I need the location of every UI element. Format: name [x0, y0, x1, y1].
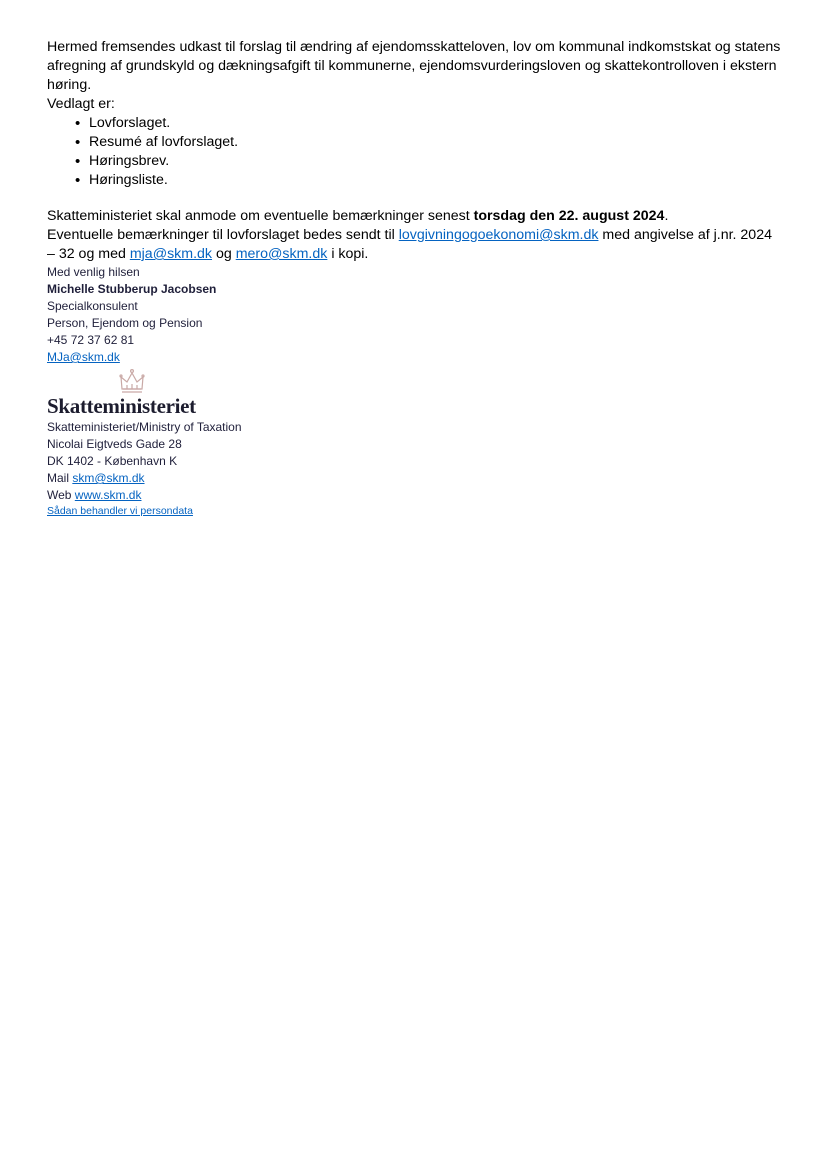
comments-text: i kopi. — [327, 246, 369, 262]
org-city: DK 1402 - København K — [47, 454, 178, 468]
list-item: • Resumé af lovforslaget. — [89, 133, 787, 152]
list-item: • Lovforslaget. — [89, 114, 787, 133]
org-mail-link[interactable]: skm@skm.dk — [72, 471, 145, 485]
deadline-paragraph — [47, 207, 787, 226]
intro-paragraph: Hermed fremsendes udkast til forslag til ændring af ejendomsskatteloven, lov om kommunal indkomstskat og statens afregning af grundskyld og dækningsafgift til kommunerne, ejendomsvurderingsloven og skattekontrolloven i ekstern høring. — [47, 39, 781, 93]
org-web-link[interactable]: www.skm.dk — [74, 488, 142, 502]
comments-text: og — [212, 246, 236, 262]
organization-block — [47, 419, 787, 518]
crown-icon — [117, 367, 147, 397]
list-item: • Høringsbrev. — [89, 152, 787, 171]
web-label: Web — [47, 488, 75, 502]
org-name: Skatteministeriet/Ministry of Taxation — [47, 420, 242, 434]
document-page — [47, 38, 787, 518]
logo-wordmark: Skatteministeriet — [47, 394, 196, 418]
privacy-link[interactable]: Sådan behandler vi persondata — [47, 505, 193, 517]
signer-title: Specialkonsulent — [47, 299, 138, 313]
email-link-mja[interactable]: mja@skm.dk — [129, 246, 213, 262]
deadline-date: torsdag den 22. august 2024 — [473, 208, 665, 224]
ministry-logo — [47, 367, 247, 419]
org-mail-line — [47, 470, 787, 487]
attachments-list — [47, 114, 787, 190]
email-link-mero[interactable]: mero@skm.dk — [235, 246, 328, 262]
deadline-end: . — [664, 208, 669, 224]
greeting: Med venlig hilsen — [47, 265, 140, 279]
org-street: Nicolai Eigtveds Gade 28 — [47, 437, 182, 451]
deadline-text: Skatteministeriet skal anmode om eventuelle bemærkninger senest — [47, 208, 474, 224]
list-item: • Høringsliste. — [89, 171, 787, 190]
attached-label: Vedlagt er: — [47, 96, 115, 112]
comments-paragraph — [47, 226, 783, 264]
mail-label: Mail — [47, 471, 73, 485]
signer-name: Michelle Stubberup Jacobsen — [47, 282, 217, 296]
signer-email-link[interactable]: MJa@skm.dk — [47, 350, 120, 364]
signer-phone: +45 72 37 62 81 — [47, 333, 135, 347]
signer-department: Person, Ejendom og Pension — [47, 316, 203, 330]
comments-text: Eventuelle bemærkninger til lovforslaget bedes sendt til — [47, 227, 399, 243]
email-link-main[interactable]: lovgivningogoekonomi@skm.dk — [398, 227, 599, 243]
org-web-line — [47, 487, 787, 504]
comments-text: med angivelse af j.nr. 2024 – 32 og med — [47, 227, 772, 262]
signature-block — [47, 264, 787, 366]
